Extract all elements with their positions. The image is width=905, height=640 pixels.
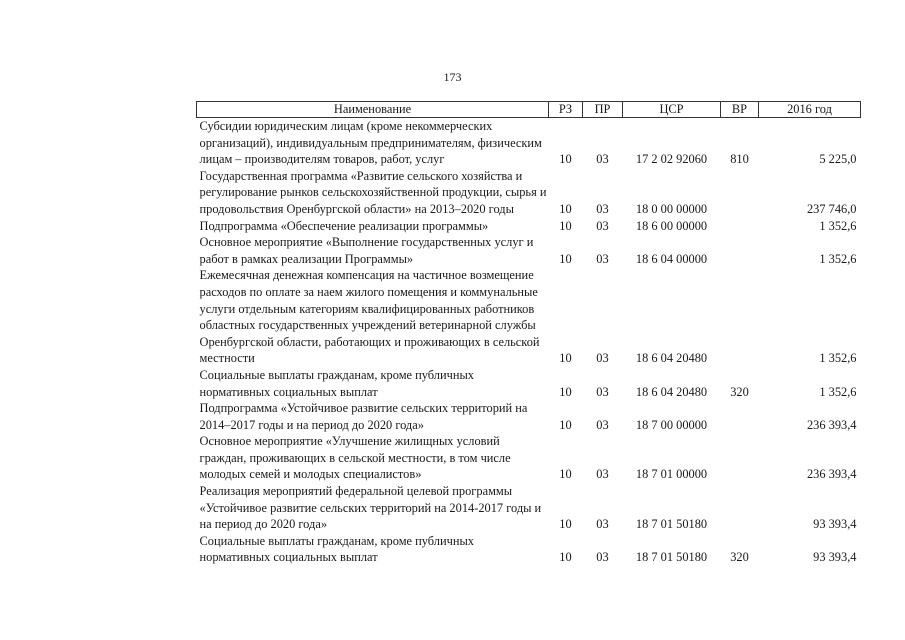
header-year: 2016 год bbox=[759, 102, 861, 118]
row-sum: 1 352,6 bbox=[819, 384, 857, 399]
row-sum: 1 352,6 bbox=[819, 218, 857, 233]
row-csr: 18 0 00 00000 bbox=[635, 201, 708, 216]
row-sum: 236 393,4 bbox=[806, 417, 857, 432]
row-name: Подпрограмма «Устойчивое развитие сельских территорий на 2014–2017 годы и на период до 2020 года» bbox=[199, 401, 528, 432]
row-pr: 03 bbox=[596, 152, 609, 167]
row-name: Государственная программа «Развитие сельского хозяйства и регулирование рынков сельскохозяйственной продукции, сырья и продовольствия Оренбургской области» на 2013–2020 годы bbox=[199, 168, 547, 216]
row-sum: 93 393,4 bbox=[813, 550, 857, 565]
row-rz: 10 bbox=[559, 467, 572, 482]
row-pr: 03 bbox=[596, 218, 609, 233]
table-row bbox=[197, 483, 861, 533]
row-rz: 10 bbox=[559, 417, 572, 432]
row-vr bbox=[721, 218, 759, 235]
row-csr: 18 7 01 50180 bbox=[635, 550, 708, 565]
row-pr: 03 bbox=[596, 467, 609, 482]
row-name: Реализация мероприятий федеральной целевой программы «Устойчивое развитие сельских территорий на 2014-2017 годы и на период до 2020 года» bbox=[199, 484, 542, 532]
row-pr: 03 bbox=[596, 251, 609, 266]
row-name: Подпрограмма «Обеспечение реализации программы» bbox=[199, 218, 489, 233]
row-vr: 320 bbox=[730, 550, 749, 565]
row-sum: 237 746,0 bbox=[806, 201, 857, 216]
row-vr: 810 bbox=[730, 152, 749, 167]
header-name: Наименование bbox=[197, 102, 549, 118]
budget-table bbox=[196, 101, 861, 566]
row-vr bbox=[721, 234, 759, 267]
row-name: Субсидии юридическим лицам (кроме некоммерческих организаций), индивидуальным предпринимателям, физическим лицам – производителям товаров, работ, услуг bbox=[199, 119, 542, 167]
row-sum: 1 352,6 bbox=[819, 351, 857, 366]
table-row bbox=[197, 267, 861, 367]
table-row bbox=[197, 400, 861, 433]
table-header-row bbox=[197, 102, 861, 118]
row-vr bbox=[721, 483, 759, 533]
row-pr: 03 bbox=[596, 351, 609, 366]
header-rz: РЗ bbox=[549, 102, 583, 118]
row-name: Социальные выплаты гражданам, кроме публичных нормативных социальных выплат bbox=[199, 533, 474, 565]
row-pr: 03 bbox=[596, 550, 609, 565]
row-rz: 10 bbox=[559, 201, 572, 216]
table-row bbox=[197, 118, 861, 168]
row-pr: 03 bbox=[596, 384, 609, 399]
row-sum: 93 393,4 bbox=[813, 517, 857, 532]
row-csr: 18 6 00 00000 bbox=[635, 218, 708, 233]
header-vr: ВР bbox=[721, 102, 759, 118]
row-csr: 18 7 00 00000 bbox=[635, 417, 708, 432]
row-vr bbox=[721, 267, 759, 367]
table-row bbox=[197, 218, 861, 235]
row-name: Основное мероприятие «Выполнение государственных услуг и работ в рамках реализации Программы» bbox=[199, 235, 534, 266]
row-vr bbox=[721, 400, 759, 433]
row-rz: 10 bbox=[559, 517, 572, 532]
row-vr bbox=[721, 168, 759, 218]
row-pr: 03 bbox=[596, 517, 609, 532]
row-rz: 10 bbox=[559, 251, 572, 266]
table-row bbox=[197, 433, 861, 483]
row-pr: 03 bbox=[596, 201, 609, 216]
row-rz: 10 bbox=[559, 384, 572, 399]
row-rz: 10 bbox=[559, 550, 572, 565]
row-csr: 17 2 02 92060 bbox=[635, 152, 708, 167]
row-sum: 1 352,6 bbox=[819, 251, 857, 266]
row-sum: 5 225,0 bbox=[819, 152, 857, 167]
table-row bbox=[197, 533, 861, 566]
row-vr bbox=[721, 433, 759, 483]
table-row bbox=[197, 367, 861, 400]
row-csr: 18 6 04 20480 bbox=[635, 384, 708, 399]
row-csr: 18 7 01 00000 bbox=[635, 467, 708, 482]
row-sum: 236 393,4 bbox=[806, 467, 857, 482]
table-row bbox=[197, 234, 861, 267]
row-name: Ежемесячная денежная компенсация на частичное возмещение расходов по оплате за наем жилого помещения и коммунальные услуги отдельным категориям квалифицированных работников областных государственных учреждений ветеринарной службы Оренбургской области, работающих и проживающих в сельской местности bbox=[199, 268, 540, 366]
row-rz: 10 bbox=[559, 351, 572, 366]
row-rz: 10 bbox=[559, 218, 572, 233]
table-row bbox=[197, 168, 861, 218]
row-csr: 18 6 04 20480 bbox=[635, 351, 708, 366]
row-rz: 10 bbox=[559, 152, 572, 167]
row-name: Социальные выплаты гражданам, кроме публичных нормативных социальных выплат bbox=[199, 367, 474, 399]
row-csr: 18 6 04 00000 bbox=[635, 251, 708, 266]
row-csr: 18 7 01 50180 bbox=[635, 517, 708, 532]
row-pr: 03 bbox=[596, 417, 609, 432]
row-vr: 320 bbox=[730, 384, 749, 399]
page-number: 173 bbox=[443, 70, 462, 84]
row-name: Основное мероприятие «Улучшение жилищных условий граждан, проживающих в сельской местности, в том числе молодых семей и молодых специалистов» bbox=[199, 434, 511, 482]
header-csr: ЦСР bbox=[623, 102, 721, 118]
header-pr: ПР bbox=[583, 102, 623, 118]
